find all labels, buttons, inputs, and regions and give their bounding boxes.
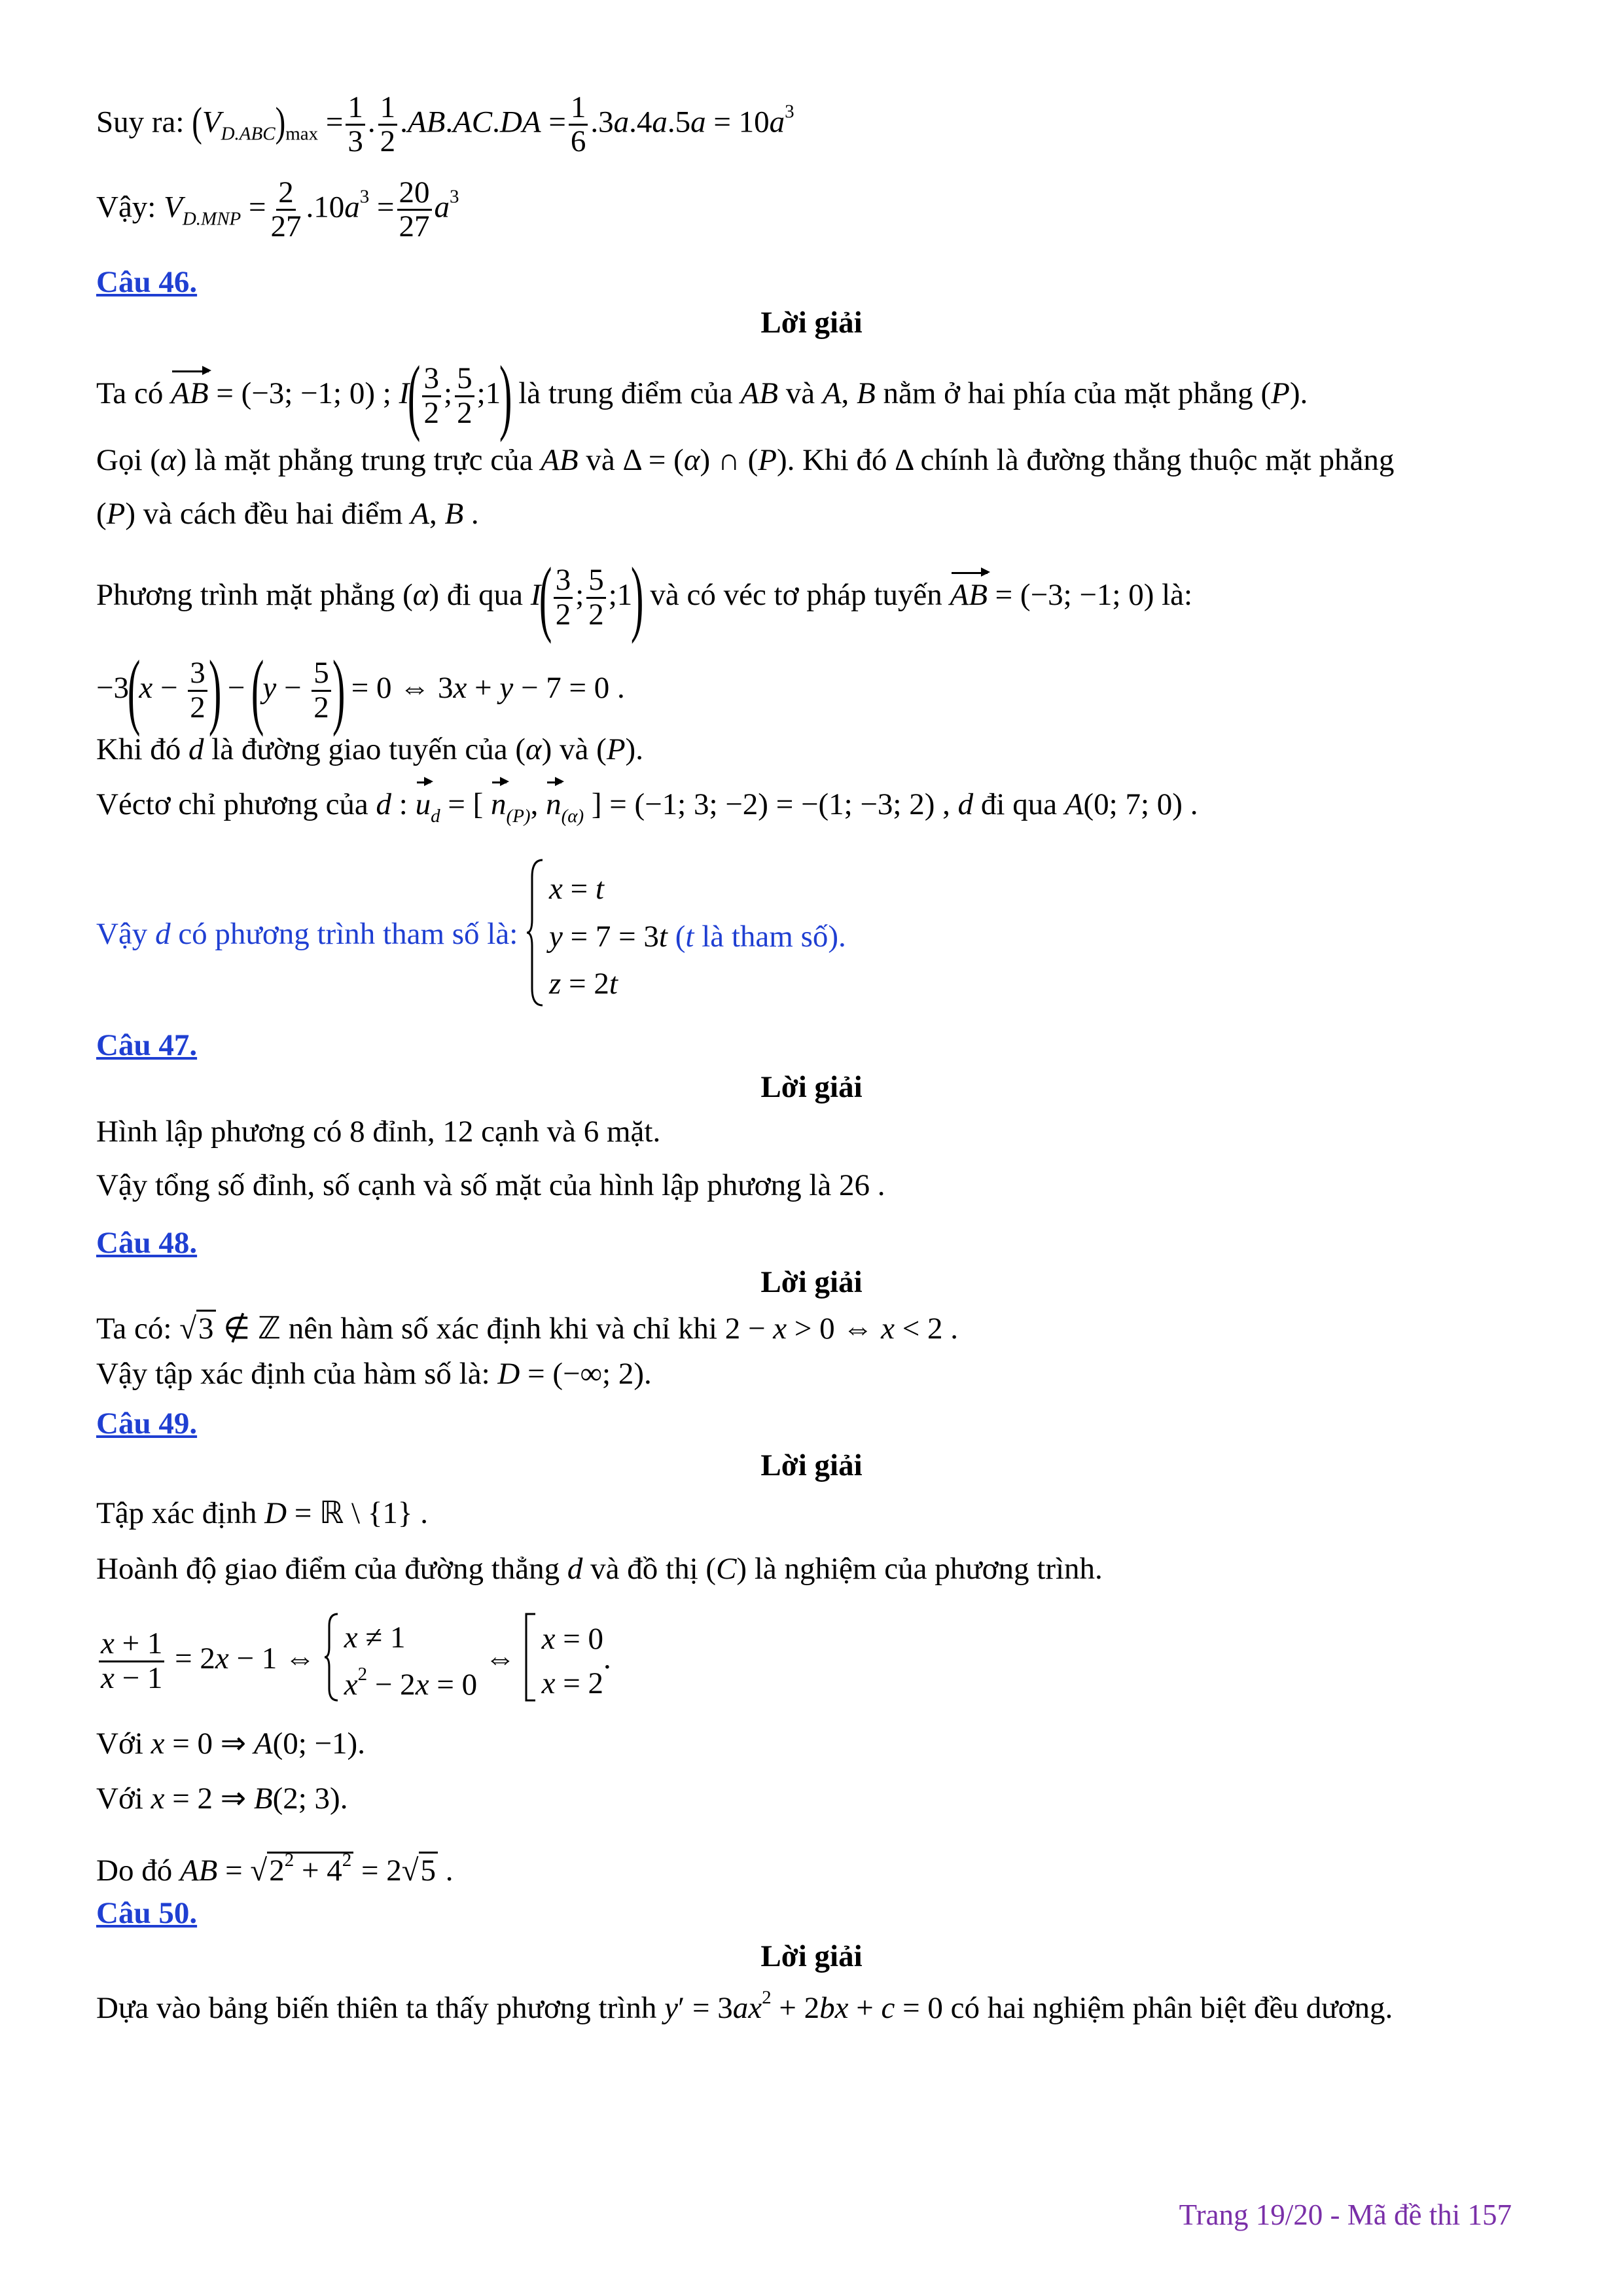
q49-line-5: Do đó AB = $√2^2 + 4^2 = 2√5$ . [96,1850,454,1888]
vay-line: Vậy: $V_{D.MNP}$ = $\frac{2}{27}$ $.10a^3$ = $\frac{20}{27}$ $a^3$ [96,175,459,244]
text: Khi đó [96,732,181,766]
q49-line-2: Hoành độ giao điểm của đường thẳng d và đồ thị (C) là nghiệm của phương trình. [96,1552,1103,1586]
q46-line-3: (P) và cách đều hai điểm A, B . [96,497,479,531]
text: và [785,376,815,410]
q46-line-5: Khi đó d là đường giao tuyến của (α) và (P). [96,732,643,766]
question-47-heading: Câu 47. [96,1028,198,1062]
text: và [586,443,615,477]
q46-solution-label: Lời giải [760,306,863,340]
text: Với [96,1782,143,1816]
text: là đường giao tuyến của [211,732,508,766]
text: có hai nghiệm phân biệt đều dương. [950,1991,1393,2025]
text: nên hàm số xác định khi và chỉ khi [288,1312,717,1346]
text: là trung điểm của [518,376,733,410]
q46-line-6: Véctơ chỉ phương của d : $u_d$ = [ $n_{(P)}$, $n_{(\alpha)}$ ] = (−1; 3; −2) = −(1; −3; 2) , d đi qua A(0; 7; 0) . [96,787,1198,827]
text: Vậy tổng số đỉnh, số cạnh và số mặt của hình lập phương là [96,1168,832,1202]
q48-line-2: Vậy tập xác định của hàm số là: D = (−∞; 2). [96,1357,652,1391]
label: Suy ra: [96,105,185,139]
question-46-heading: Câu 46. [96,265,198,299]
q47-solution-label: Lời giải [760,1070,863,1104]
text: đi qua [980,787,1058,821]
text: chính là đường thẳng thuộc mặt phẳng [920,443,1395,477]
q46-equation: −3(x − $\frac{3}{2}$ ) − (y − $\frac{5}{2}$ ) = 0 ⇔ 3x + y − 7 = 0 . [96,643,625,738]
text: Hoành độ giao điểm của đường thẳng [96,1552,560,1586]
left-brace-icon [323,1611,340,1703]
text: là tham số). [702,919,846,954]
q50-line-1: Dựa vào bảng biến thiên ta thấy phương trình $y' = 3ax^2 + 2bx + c = 0$ có hai nghiệm phân biệt đều dương. [96,1987,1393,2025]
page-footer: Trang 19/20 - Mã đề thi 157 [1179,2198,1512,2231]
text: Phương trình mặt phẳng [96,577,395,612]
text: đi qua [446,577,523,612]
left-brace-icon [526,857,545,1008]
q48-line-1: Ta có: √3 ∉ ℤ nên hàm số xác định khi và chỉ khi 2 − x > 0 ⇔ x < 2 . [96,1310,1527,1346]
text: Dựa vào bảng biến thiên ta thấy phương trình [96,1991,657,2025]
text: và đồ thị [590,1552,698,1586]
text: là nghiệm của phương trình. [754,1552,1103,1586]
q49-line-1: Tập xác định D = ℝ \ {1} . [96,1496,428,1530]
q49-line-4: Với x = 2 ⇒ B(2; 3). [96,1782,348,1816]
text: Ta có: [96,1312,172,1346]
text: Ta có [96,376,164,410]
q47-line-2: Vậy tổng số đỉnh, số cạnh và số mặt của hình lập phương là 26 . [96,1168,885,1202]
q47-line-1: Hình lập phương có 8 đỉnh, 12 cạnh và 6 mặt. [96,1115,661,1149]
suy-ra-line: Suy ra: $(V_{D.ABC})_{max}$ = $\frac{1}{3}$ . $\frac{1}{2}$ .AB.AC.DA = $\frac{1}{6}$ $.3a.4a.5a = 10a^3$ [96,90,794,159]
left-bracket-icon [524,1611,538,1703]
text: Vậy [96,916,148,951]
q49-line-3: Với x = 0 ⇒ A(0; −1). [96,1727,365,1761]
q50-solution-label: Lời giải [760,1939,863,1973]
text: và cách đều hai điểm [143,497,403,531]
question-50-heading: Câu 50. [96,1896,198,1930]
text: và [560,732,589,766]
text: là mặt phẳng trung trực của [194,443,533,477]
text: nằm ở hai phía của mặt phẳng [883,376,1253,410]
q46-line-4: Phương trình mặt phẳng (α) đi qua I( $\frac{3}{2}$ ; $\frac{5}{2}$ ;1) và có véc tơ pháp tuyến AB = (−3; −1; 0) là: [96,550,1193,645]
question-49-heading: Câu 49. [96,1407,198,1441]
text: Vậy tập xác định của hàm số là: [96,1357,490,1391]
text: Do đó [96,1854,173,1888]
text: là: [1162,577,1193,612]
text: Với [96,1727,143,1761]
text: có phương trình tham số là: [178,916,518,951]
question-48-heading: Câu 48. [96,1226,198,1260]
q48-solution-label: Lời giải [760,1265,863,1299]
q46-line-2: Gọi (α) là mặt phẳng trung trực của AB và Δ = (α) ∩ (P). Khi đó Δ chính là đường thẳng thuộc mặt phẳng [96,443,1395,477]
q49-solution-label: Lời giải [760,1448,863,1482]
label: Vậy: [96,190,156,224]
q46-line-1: Ta có AB = (−3; −1; 0) ; I( $\frac{3}{2}$ ; $\frac{5}{2}$ ;1) là trung điểm của AB và A, B nằm ở hai phía của mặt phẳng (P). [96,349,1308,443]
text: và có véc tơ pháp tuyến [650,577,942,612]
q46-conclusion: Vậy d có phương trình tham số là: x = t y = 7 = 3t (t là tham số). z = 2t [96,857,1527,1016]
text: Gọi [96,443,143,477]
text: . Khi đó [787,443,887,477]
text: Tập xác định [96,1496,257,1530]
q49-equation: $\frac{x + 1}{x - 1}$ = 2x − 1 ⇔ x ≠ 1 $x^2 - 2x = 0$ ⇔ x = 0 x = 2 . [96,1611,1527,1711]
text: Véctơ chỉ phương của [96,787,368,821]
